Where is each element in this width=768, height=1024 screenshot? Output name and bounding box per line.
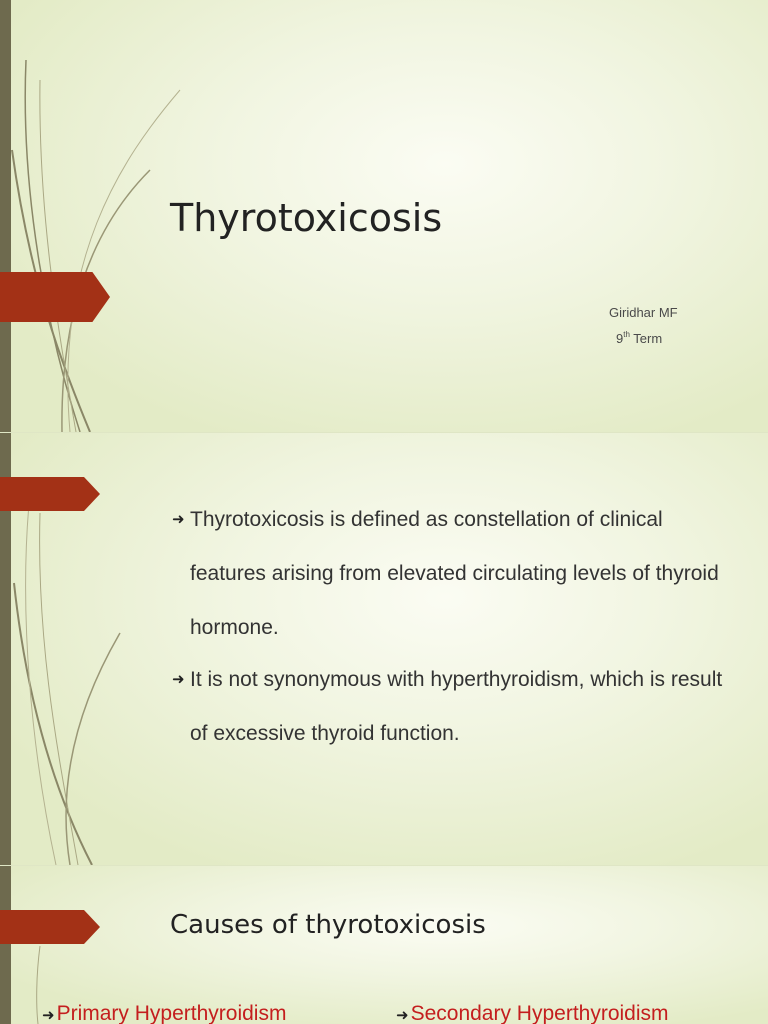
causes-slide <box>0 866 768 1024</box>
slide-title: Thyrotoxicosis <box>170 196 443 240</box>
slide-tab-shape <box>0 910 100 944</box>
cause-text: Primary Hyperthyroidism <box>56 1002 287 1024</box>
slide-title: Causes of thyrotoxicosis <box>170 910 486 940</box>
bullet-list <box>172 493 732 759</box>
definition-slide <box>0 433 768 865</box>
arrow-bullet-icon: ➜ <box>42 1007 55 1024</box>
arrow-bullet-icon: ➜ <box>172 511 185 528</box>
cause-text: Secondary Hyperthyroidism <box>410 1002 669 1024</box>
title-slide <box>0 0 768 432</box>
bullet-text: It is not synonymous with hyperthyroidism, which is result of excessive thyroid function. <box>190 668 723 745</box>
title-tab-shape <box>0 272 110 322</box>
bullet-item <box>172 653 732 761</box>
author-name: Giridhar MF <box>609 305 678 320</box>
slide-tab-shape <box>0 477 100 511</box>
bullet-text: Thyrotoxicosis is defined as constellation of clinical features arising from elevated circulating levels of thyroid hormone. <box>190 508 719 639</box>
arrow-bullet-icon: ➜ <box>172 671 185 688</box>
cause-item-secondary <box>396 1002 669 1024</box>
bullet-item <box>172 493 732 655</box>
cause-item-primary <box>42 1002 286 1024</box>
arrow-bullet-icon: ➜ <box>396 1007 409 1024</box>
swirl-decoration-icon <box>0 866 200 1024</box>
term-label: 9th Term <box>616 330 663 346</box>
